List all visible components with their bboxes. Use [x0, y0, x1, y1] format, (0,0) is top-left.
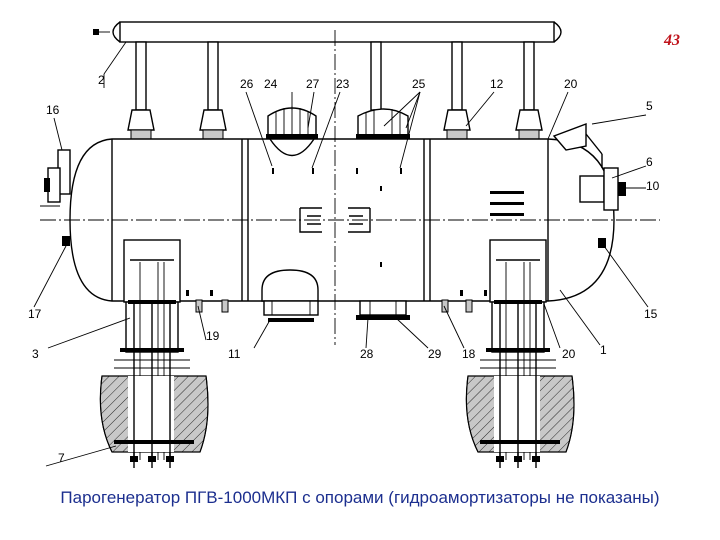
callout-28: 28	[360, 347, 374, 361]
callout-18: 18	[462, 347, 476, 361]
figure-caption: Парогенератор ПГВ-1000МКП с опорами (гидроамортизаторы не показаны)	[60, 488, 660, 507]
right-support	[466, 240, 574, 468]
callout-11: 11	[228, 347, 241, 361]
callout-17: 17	[28, 307, 42, 321]
callout-29: 29	[428, 347, 442, 361]
top-manhole-secondary	[356, 109, 410, 139]
callout-3: 3	[32, 347, 39, 361]
callout-24: 24	[264, 77, 278, 91]
callout-16: 16	[46, 103, 60, 117]
callout-2: 2	[98, 73, 105, 87]
bottom-hatch	[262, 270, 318, 322]
callout-6: 6	[646, 155, 653, 169]
bottom-drain	[356, 301, 410, 320]
callout-1: 1	[600, 343, 607, 357]
page-number: 43	[664, 32, 680, 49]
callout-26: 26	[240, 77, 254, 91]
callout-23: 23	[336, 77, 350, 91]
callout-25: 25	[412, 77, 426, 91]
steam-collector	[93, 22, 561, 42]
right-head-nozzles	[554, 124, 626, 248]
callout-20-bottom: 20	[562, 347, 576, 361]
left-support	[100, 240, 208, 468]
callout-12: 12	[490, 77, 504, 91]
left-head-nozzle	[40, 150, 70, 246]
callout-19: 19	[206, 329, 220, 343]
callout-15: 15	[644, 307, 658, 321]
callout-27: 27	[306, 77, 320, 91]
callout-5: 5	[646, 99, 653, 113]
callout-20-top: 20	[564, 77, 578, 91]
callout-10: 10	[646, 179, 660, 193]
callout-7: 7	[58, 451, 65, 465]
